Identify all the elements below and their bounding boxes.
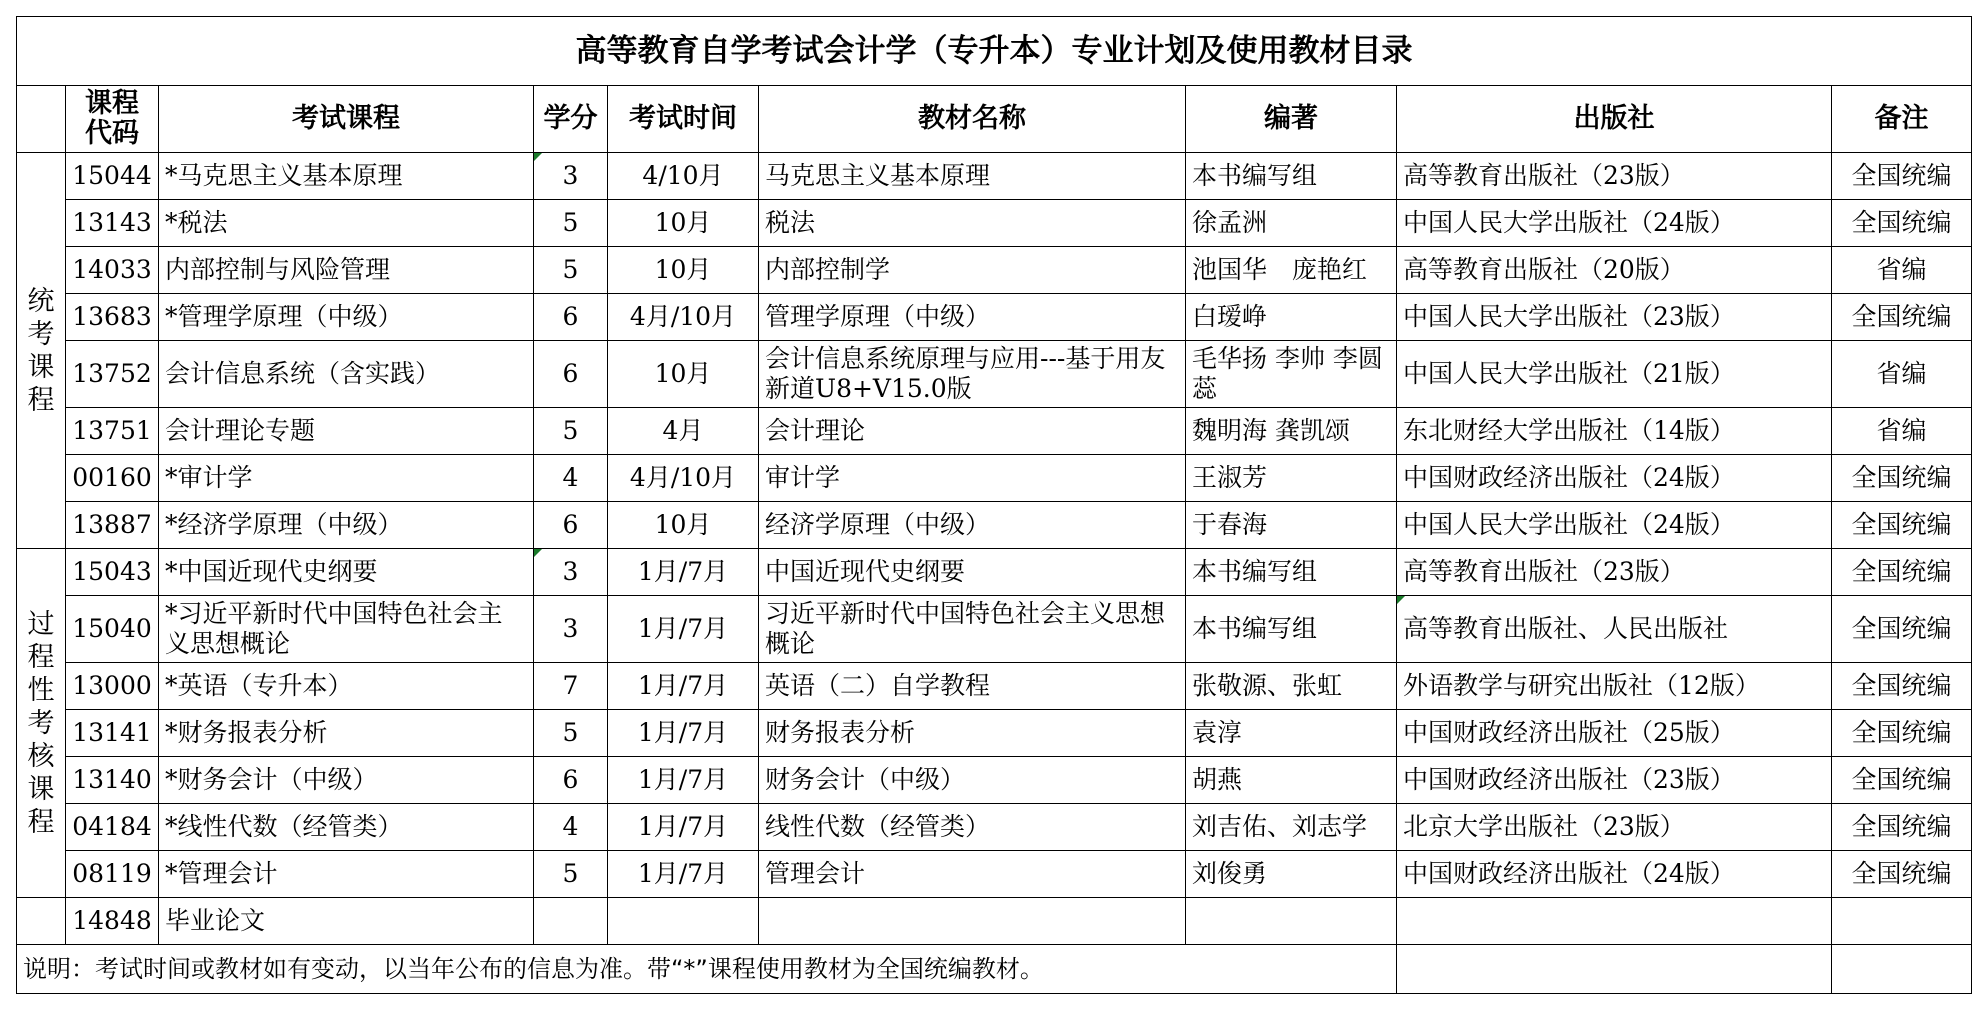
publisher-cell: 中国人民大学出版社（24版） <box>1397 200 1832 247</box>
exam-time-cell: 4月/10月 <box>608 455 759 502</box>
remark-cell: 省编 <box>1832 341 1972 408</box>
remark-cell: 全国统编 <box>1832 596 1972 663</box>
remark-cell: 省编 <box>1832 247 1972 294</box>
credit-cell: 6 <box>534 502 608 549</box>
course-name-cell: *马克思主义基本原理 <box>159 153 534 200</box>
publisher-cell: 中国人民大学出版社（24版） <box>1397 502 1832 549</box>
remark-cell: 全国统编 <box>1832 294 1972 341</box>
credit-cell: 6 <box>534 294 608 341</box>
course-name-cell: *中国近现代史纲要 <box>159 549 534 596</box>
remark-cell: 全国统编 <box>1832 804 1972 851</box>
remark-cell: 全国统编 <box>1832 502 1972 549</box>
remark-cell: 省编 <box>1832 408 1972 455</box>
exam-time-cell: 1月/7月 <box>608 710 759 757</box>
table-row <box>17 294 1972 341</box>
course-code-cell: 00160 <box>66 455 159 502</box>
course-code-cell: 15040 <box>66 596 159 663</box>
credit-cell: 5 <box>534 247 608 294</box>
publisher-cell: 中国财政经济出版社（25版） <box>1397 710 1832 757</box>
textbook-cell: 会计信息系统原理与应用---基于用友新道U8+V15.0版 <box>759 341 1186 408</box>
textbook-cell: 税法 <box>759 200 1186 247</box>
course-code-cell: 13140 <box>66 757 159 804</box>
exam-time-cell: 4月 <box>608 408 759 455</box>
publisher-cell <box>1397 898 1832 945</box>
course-name-cell: *税法 <box>159 200 534 247</box>
table-row <box>17 804 1972 851</box>
textbook-cell: 管理会计 <box>759 851 1186 898</box>
course-name-cell: *习近平新时代中国特色社会主义思想概论 <box>159 596 534 663</box>
credit-cell: 3 <box>534 153 608 200</box>
author-cell: 刘俊勇 <box>1186 851 1397 898</box>
publisher-cell: 中国人民大学出版社（21版） <box>1397 341 1832 408</box>
table-row <box>17 851 1972 898</box>
exam-time-cell: 1月/7月 <box>608 804 759 851</box>
textbook-cell: 英语（二）自学教程 <box>759 663 1186 710</box>
credit-cell <box>534 898 608 945</box>
textbook-cell: 会计理论 <box>759 408 1186 455</box>
credit-cell: 5 <box>534 710 608 757</box>
course-code-cell: 15044 <box>66 153 159 200</box>
page-title: 高等教育自学考试会计学（专升本）专业计划及使用教材目录 <box>17 17 1972 86</box>
course-name-cell: 会计理论专题 <box>159 408 534 455</box>
exam-time-cell: 4月/10月 <box>608 294 759 341</box>
author-cell: 本书编写组 <box>1186 153 1397 200</box>
table-row <box>17 247 1972 294</box>
table-row <box>17 663 1972 710</box>
exam-time-cell: 10月 <box>608 502 759 549</box>
remark-cell: 全国统编 <box>1832 663 1972 710</box>
author-cell: 于春海 <box>1186 502 1397 549</box>
textbook-cell: 习近平新时代中国特色社会主义思想概论 <box>759 596 1186 663</box>
header-textbook: 教材名称 <box>759 86 1186 153</box>
credit-cell: 3 <box>534 596 608 663</box>
publisher-cell: 高等教育出版社（23版） <box>1397 153 1832 200</box>
remark-cell: 全国统编 <box>1832 851 1972 898</box>
course-code-cell: 13887 <box>66 502 159 549</box>
textbook-cell: 财务会计（中级） <box>759 757 1186 804</box>
table-row <box>17 710 1972 757</box>
textbook-cell: 马克思主义基本原理 <box>759 153 1186 200</box>
course-code-cell: 15043 <box>66 549 159 596</box>
textbook-cell: 管理学原理（中级） <box>759 294 1186 341</box>
table-row <box>17 502 1972 549</box>
author-cell: 本书编写组 <box>1186 549 1397 596</box>
course-code-cell: 13143 <box>66 200 159 247</box>
header-author: 编著 <box>1186 86 1397 153</box>
course-name-cell: *管理会计 <box>159 851 534 898</box>
course-name-cell: *财务会计（中级） <box>159 757 534 804</box>
course-name-cell: 会计信息系统（含实践） <box>159 341 534 408</box>
credit-cell: 4 <box>534 455 608 502</box>
credit-cell: 5 <box>534 851 608 898</box>
author-cell: 本书编写组 <box>1186 596 1397 663</box>
textbook-cell: 审计学 <box>759 455 1186 502</box>
exam-time-cell: 10月 <box>608 200 759 247</box>
credit-cell: 3 <box>534 549 608 596</box>
remark-cell: 全国统编 <box>1832 757 1972 804</box>
credit-cell: 7 <box>534 663 608 710</box>
remark-cell <box>1832 898 1972 945</box>
textbook-cell: 内部控制学 <box>759 247 1186 294</box>
exam-time-cell: 10月 <box>608 341 759 408</box>
remark-cell: 全国统编 <box>1832 455 1972 502</box>
textbook-cell <box>759 898 1186 945</box>
textbook-cell: 中国近现代史纲要 <box>759 549 1186 596</box>
publisher-cell: 中国财政经济出版社（23版） <box>1397 757 1832 804</box>
header-publisher: 出版社 <box>1397 86 1832 153</box>
table-row <box>17 341 1972 408</box>
course-code-cell: 13000 <box>66 663 159 710</box>
exam-time-cell: 1月/7月 <box>608 851 759 898</box>
header-credit: 学分 <box>534 86 608 153</box>
course-name-cell: *审计学 <box>159 455 534 502</box>
course-plan-table <box>16 16 1972 994</box>
textbook-cell: 经济学原理（中级） <box>759 502 1186 549</box>
textbook-cell: 财务报表分析 <box>759 710 1186 757</box>
course-code-cell: 14848 <box>66 898 159 945</box>
course-name-cell: 内部控制与风险管理 <box>159 247 534 294</box>
author-cell: 胡燕 <box>1186 757 1397 804</box>
publisher-cell: 中国财政经济出版社（24版） <box>1397 851 1832 898</box>
table-row <box>17 549 1972 596</box>
author-cell: 刘吉佑、刘志学 <box>1186 804 1397 851</box>
remark-cell: 全国统编 <box>1832 549 1972 596</box>
table-row <box>17 596 1972 663</box>
course-name-cell: *线性代数（经管类） <box>159 804 534 851</box>
publisher-cell: 高等教育出版社（20版） <box>1397 247 1832 294</box>
publisher-cell: 外语教学与研究出版社（12版） <box>1397 663 1832 710</box>
course-name-cell: *英语（专升本） <box>159 663 534 710</box>
table-row <box>17 200 1972 247</box>
author-cell: 白瑷峥 <box>1186 294 1397 341</box>
credit-cell: 6 <box>534 341 608 408</box>
publisher-cell: 高等教育出版社（23版） <box>1397 549 1832 596</box>
author-cell: 张敬源、张虹 <box>1186 663 1397 710</box>
exam-time-cell <box>608 898 759 945</box>
course-code-cell: 13683 <box>66 294 159 341</box>
publisher-cell: 中国人民大学出版社（23版） <box>1397 294 1832 341</box>
credit-cell: 5 <box>534 200 608 247</box>
group-blank-cell <box>17 898 66 945</box>
course-code-cell: 14033 <box>66 247 159 294</box>
textbook-cell: 线性代数（经管类） <box>759 804 1186 851</box>
course-code-cell: 13751 <box>66 408 159 455</box>
group-label: 统 考 课 程 <box>17 153 66 549</box>
credit-cell: 4 <box>534 804 608 851</box>
footnote: 说明：考试时间或教材如有变动，以当年公布的信息为准。带“*”课程使用教材为全国统编教材。 <box>17 945 1397 994</box>
exam-time-cell: 10月 <box>608 247 759 294</box>
exam-time-cell: 4/10月 <box>608 153 759 200</box>
header-group-blank <box>17 86 66 153</box>
table-row-note <box>17 945 1972 994</box>
publisher-cell: 东北财经大学出版社（14版） <box>1397 408 1832 455</box>
header-exam-time: 考试时间 <box>608 86 759 153</box>
header-exam-course: 考试课程 <box>159 86 534 153</box>
table-row <box>17 757 1972 804</box>
course-plan-sheet <box>16 16 1972 994</box>
author-cell: 毛华扬 李帅 李圆蕊 <box>1186 341 1397 408</box>
remark-cell: 全国统编 <box>1832 153 1972 200</box>
remark-cell: 全国统编 <box>1832 200 1972 247</box>
exam-time-cell: 1月/7月 <box>608 549 759 596</box>
publisher-cell: 北京大学出版社（23版） <box>1397 804 1832 851</box>
credit-cell: 5 <box>534 408 608 455</box>
author-cell: 袁淳 <box>1186 710 1397 757</box>
course-name-cell: *经济学原理（中级） <box>159 502 534 549</box>
credit-cell: 6 <box>534 757 608 804</box>
table-row <box>17 153 1972 200</box>
publisher-cell: 高等教育出版社、人民出版社 <box>1397 596 1832 663</box>
course-name-cell: *管理学原理（中级） <box>159 294 534 341</box>
exam-time-cell: 1月/7月 <box>608 757 759 804</box>
author-cell: 王淑芳 <box>1186 455 1397 502</box>
exam-time-cell: 1月/7月 <box>608 663 759 710</box>
course-name-cell: 毕业论文 <box>159 898 534 945</box>
author-cell: 徐孟洲 <box>1186 200 1397 247</box>
table-row <box>17 455 1972 502</box>
author-cell: 魏明海 龚凯颂 <box>1186 408 1397 455</box>
author-cell <box>1186 898 1397 945</box>
publisher-cell: 中国财政经济出版社（24版） <box>1397 455 1832 502</box>
course-name-cell: *财务报表分析 <box>159 710 534 757</box>
author-cell: 池国华 庞艳红 <box>1186 247 1397 294</box>
course-code-cell: 13141 <box>66 710 159 757</box>
group-label: 过 程 性 考 核 课 程 <box>17 549 66 898</box>
table-row <box>17 408 1972 455</box>
remark-cell: 全国统编 <box>1832 710 1972 757</box>
header-remark: 备注 <box>1832 86 1972 153</box>
course-code-cell: 08119 <box>66 851 159 898</box>
table-row-thesis <box>17 898 1972 945</box>
header-course-code: 课程 代码 <box>66 86 159 153</box>
course-code-cell: 13752 <box>66 341 159 408</box>
course-code-cell: 04184 <box>66 804 159 851</box>
note-blank-cell <box>1832 945 1972 994</box>
exam-time-cell: 1月/7月 <box>608 596 759 663</box>
note-blank-cell <box>1397 945 1832 994</box>
